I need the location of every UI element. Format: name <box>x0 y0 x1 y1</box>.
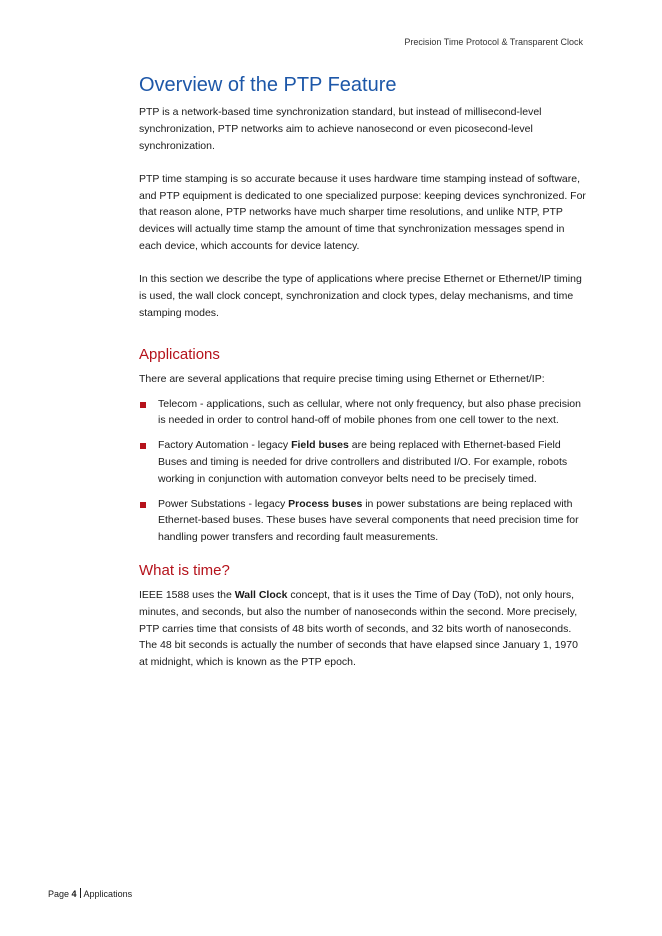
page-footer <box>48 888 132 899</box>
paragraph-text: concept, that is it uses the Time of Day (ToD), not only hours, minutes, and seconds, but also the number of nanoseconds within the second. More precisely, PTP carries time that consists of 48 bits worth of seconds, and 32 bits worth of nanoseconds. The 48 bit seconds is actually the number of seconds that have elapsed since January 1, 1970 at midnight, which is known as the PTP epoch. <box>139 588 578 669</box>
list-item <box>139 396 586 430</box>
page-content <box>139 72 586 671</box>
square-bullet-icon <box>140 443 146 449</box>
page-number: 4 <box>71 889 77 899</box>
intro-paragraph: In this section we describe the type of applications where precise Ethernet or Ethernet/IP timing is used, the wall clock concept, synchronization and clock types, delay mechanisms, and time stamping modes. <box>139 273 582 319</box>
intro-paragraph: PTP is a network-based time synchronization standard, but instead of millisecond-level synchronization, PTP networks aim to achieve nanosecond or even picosecond-level synchronization. <box>139 106 542 152</box>
applications-lead: There are several applications that require precise timing using Ethernet or Ethernet/IP: <box>139 372 545 385</box>
list-item-bold-term: Process buses <box>288 497 363 510</box>
what-is-time-paragraph <box>139 587 586 671</box>
applications-list <box>139 396 586 546</box>
square-bullet-icon <box>140 502 146 508</box>
running-header: Precision Time Protocol & Transparent Clock <box>404 37 583 47</box>
paragraph-text: IEEE 1588 uses the <box>139 588 235 601</box>
list-item <box>139 496 586 546</box>
footer-divider <box>80 888 81 898</box>
section-heading-applications: Applications <box>139 345 220 363</box>
list-item-bold-term: Field buses <box>291 439 349 452</box>
section-heading-what-is-time: What is time? <box>139 561 230 579</box>
list-item-text: in power substations are being replaced with Ethernet-based buses. These buses have several components that need precision time for handling power transfers and recording fault measurements. <box>158 497 579 544</box>
list-item-text: are being replaced with Ethernet-based Field Buses and timing is needed for drive controllers and distributed I/O. For example, robots working in conjunction with automation conveyor belts need to be precisely timed. <box>158 439 568 485</box>
bold-term: Wall Clock <box>234 588 288 601</box>
list-item-text: Telecom - applications, such as cellular, where not only frequency, but also phase precision is needed in order to control hand-off of mobile phones from one cell tower to the next. <box>158 397 581 427</box>
page-title: Overview of the PTP Feature <box>139 74 397 96</box>
list-item <box>139 437 586 487</box>
page-label: Page <box>48 889 72 899</box>
list-item-text: Power Substations - legacy <box>158 497 289 510</box>
list-item-text: Factory Automation - legacy <box>158 439 292 452</box>
square-bullet-icon <box>140 402 146 408</box>
footer-section: Applications <box>83 889 133 899</box>
intro-paragraph: PTP time stamping is so accurate because it uses hardware time stamping instead of software, and PTP equipment is dedicated to one specialized purpose: keeping devices synchronized. For that reason alone, PTP networks have much sharper time resolutions, and unlike NTP, PTP devices will actually time stamp the amount of time that synchronization messages spend in each device, which accounts for device latency. <box>139 172 586 253</box>
